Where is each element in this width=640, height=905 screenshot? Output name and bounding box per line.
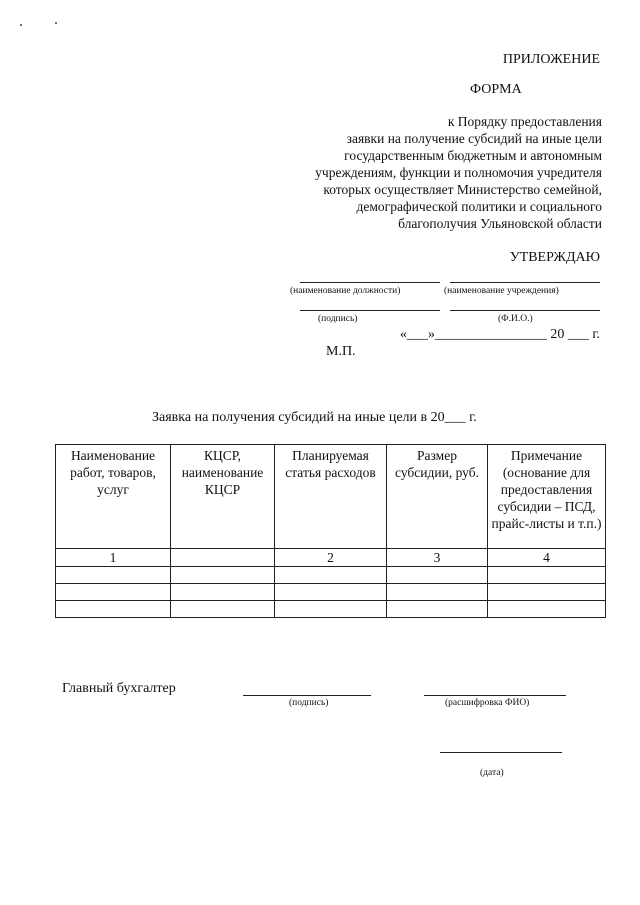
position-caption: (наименование должности) — [290, 286, 401, 296]
table-cell[interactable] — [56, 601, 171, 618]
table-cell[interactable] — [488, 567, 606, 584]
date-line[interactable] — [440, 752, 562, 753]
application-title: Заявка на получения субсидий на иные цели в 20___ г. — [152, 410, 477, 425]
table-cell[interactable] — [171, 584, 275, 601]
table-number-row — [56, 549, 606, 567]
scan-speck — [20, 24, 22, 26]
header-cell-items: Наименование работ, товаров, услуг — [56, 445, 171, 549]
table-cell[interactable] — [275, 601, 387, 618]
approval-date-line[interactable]: «___»________________ 20 ___ г. — [399, 327, 600, 342]
fio-line[interactable] — [450, 310, 600, 311]
table-cell[interactable] — [56, 584, 171, 601]
number-cell: 2 — [275, 549, 387, 567]
chief-accountant-label: Главный бухгалтер — [62, 681, 176, 696]
intro-block — [315, 113, 602, 232]
table-cell[interactable] — [387, 584, 488, 601]
intro-line: заявки на получение субсидий на иные цели — [346, 131, 602, 146]
number-cell: 4 — [488, 549, 606, 567]
position-line[interactable] — [300, 282, 440, 283]
accountant-signature-line[interactable] — [243, 695, 371, 696]
subsidy-table — [55, 444, 606, 618]
table-row — [56, 567, 606, 584]
table-cell[interactable] — [56, 567, 171, 584]
table-cell[interactable] — [387, 601, 488, 618]
table-cell[interactable] — [488, 601, 606, 618]
institution-line[interactable] — [450, 282, 600, 283]
header-cell-expense-item: Планируемая статья расходов — [275, 445, 387, 549]
accountant-fio-caption: (расшифровка ФИО) — [445, 698, 530, 708]
scan-speck — [55, 22, 57, 24]
stamp-label: М.П. — [326, 344, 356, 359]
number-cell — [171, 549, 275, 567]
table-cell[interactable] — [275, 567, 387, 584]
intro-line: государственным бюджетным и автономным — [344, 148, 602, 163]
date-caption: (дата) — [480, 768, 504, 778]
table-row — [56, 601, 606, 618]
table-cell[interactable] — [387, 567, 488, 584]
table-row — [56, 584, 606, 601]
header-cell-kcsr: КЦСР, наименование КЦСР — [171, 445, 275, 549]
intro-line: благополучия Ульяновской области — [398, 216, 602, 231]
appendix-heading: ПРИЛОЖЕНИЕ — [502, 52, 600, 67]
form-heading: ФОРМА — [470, 82, 522, 97]
intro-line: демографической политики и социального — [356, 199, 602, 214]
accountant-signature-caption: (подпись) — [289, 698, 329, 708]
fio-caption: (Ф.И.О.) — [498, 314, 533, 324]
table-cell[interactable] — [275, 584, 387, 601]
table-cell[interactable] — [171, 601, 275, 618]
number-cell: 3 — [387, 549, 488, 567]
header-cell-note: Примечание (основание для предоставления субсидии – ПСД, прайс-листы и т.п.) — [488, 445, 606, 549]
table-header-row — [56, 445, 606, 549]
intro-line: которых осуществляет Министерство семейной, — [323, 182, 602, 197]
table-cell[interactable] — [488, 584, 606, 601]
approval-title: УТВЕРЖДАЮ — [509, 250, 600, 265]
institution-caption: (наименование учреждения) — [444, 286, 559, 296]
intro-line: учреждениям, функции и полномочия учредителя — [315, 165, 602, 180]
table-cell[interactable] — [171, 567, 275, 584]
header-cell-amount: Размер субсидии, руб. — [387, 445, 488, 549]
signature-line[interactable] — [300, 310, 440, 311]
number-cell: 1 — [56, 549, 171, 567]
signature-caption: (подпись) — [318, 314, 358, 324]
accountant-fio-line[interactable] — [424, 695, 566, 696]
intro-line: к Порядку предоставления — [447, 114, 602, 129]
